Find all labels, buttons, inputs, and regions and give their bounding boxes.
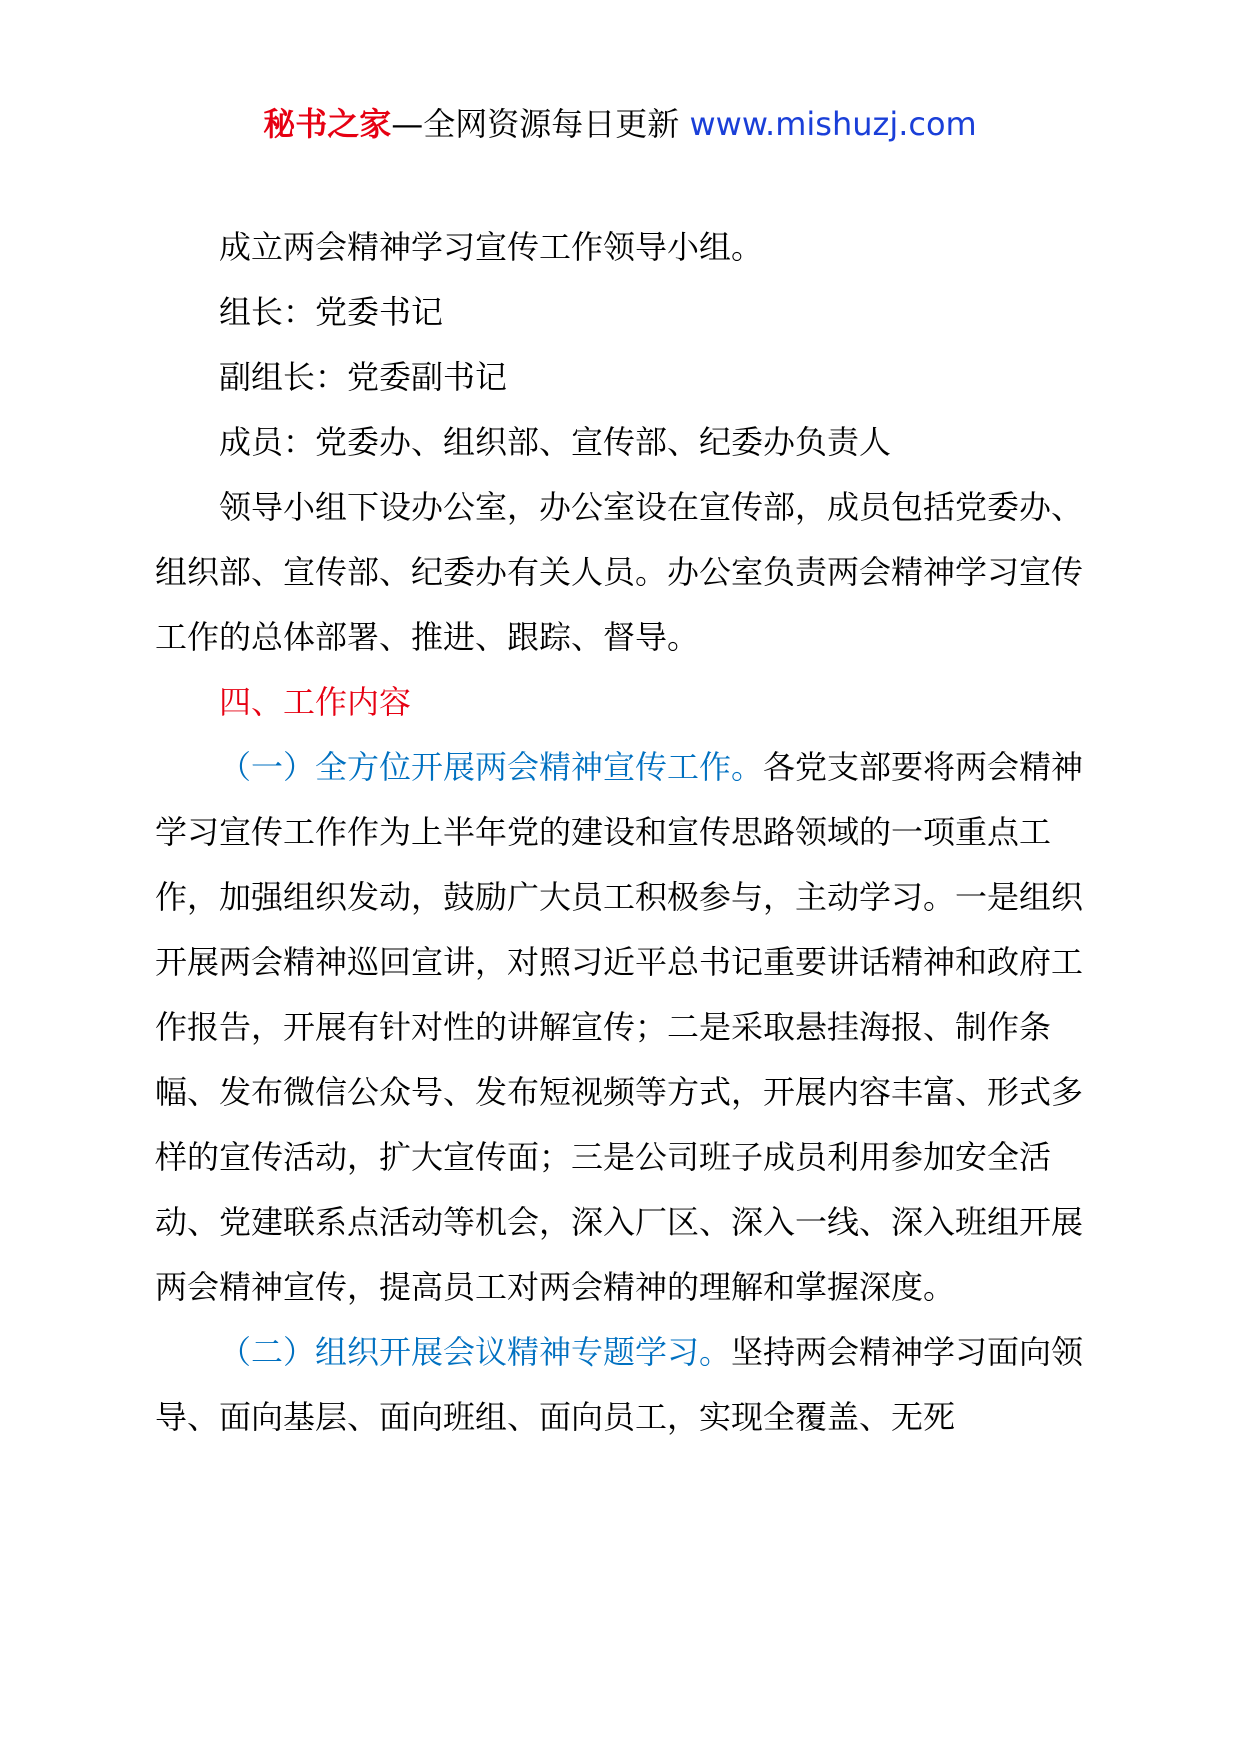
paragraph-office: 领导小组下设办公室，办公室设在宣传部，成员包括党委办、组织部、宣传部、纪委办有关人员。办公室负责两会精神学习宣传工作的总体部署、推进、跟踪、督导。 [155,488,1084,656]
paragraph-leader: 组长：党委书记 [219,293,444,331]
paragraph-item-1 [155,735,1085,1320]
paragraph-group-setup: 成立两会精神学习宣传工作领导小组。 [219,228,764,266]
item-1-text: 各党支部要将两会精神学习宣传工作作为上半年党的建设和宣传思路领域的一项重点工作，加强组织发动，鼓励广大员工积极参与，主动学习。一是组织开展两会精神巡回宣讲，对照习近平总书记重要讲话精神和政府工作报告，开展有针对性的讲解宣传；二是采取悬挂海报、制作条幅、发布微信公众号、发布短视频等方式，开展内容丰富、形式多样的宣传活动，扩大宣传面；三是公司班子成员利用参加安全活动、党建联系点活动等机会，深入厂区、深入一线、深入班组开展两会精神宣传，提高员工对两会精神的理解和掌握深度。 [155,748,1084,1306]
paragraph-deputy-leader: 副组长：党委副书记 [219,358,508,396]
item-2-heading: （二）组织开展会议精神专题学习。 [219,1333,732,1371]
section-heading-work-content: 四、工作内容 [219,683,412,721]
site-slogan: —全网资源每日更新 [391,105,690,143]
document-body [155,215,1085,1450]
item-1-heading: （一）全方位开展两会精神宣传工作。 [219,748,764,786]
paragraph-members: 成员：党委办、组织部、宣传部、纪委办负责人 [219,423,892,461]
site-header [0,100,1240,148]
paragraph-item-2 [155,1320,1085,1450]
item-2-text: 坚持两会精神学习面向领导、面向基层、面向班组、面向员工，实现全覆盖、无死 [155,1333,1084,1436]
site-brand: 秘书之家 [263,105,392,143]
site-url[interactable]: www.mishuzj.com [689,105,977,143]
